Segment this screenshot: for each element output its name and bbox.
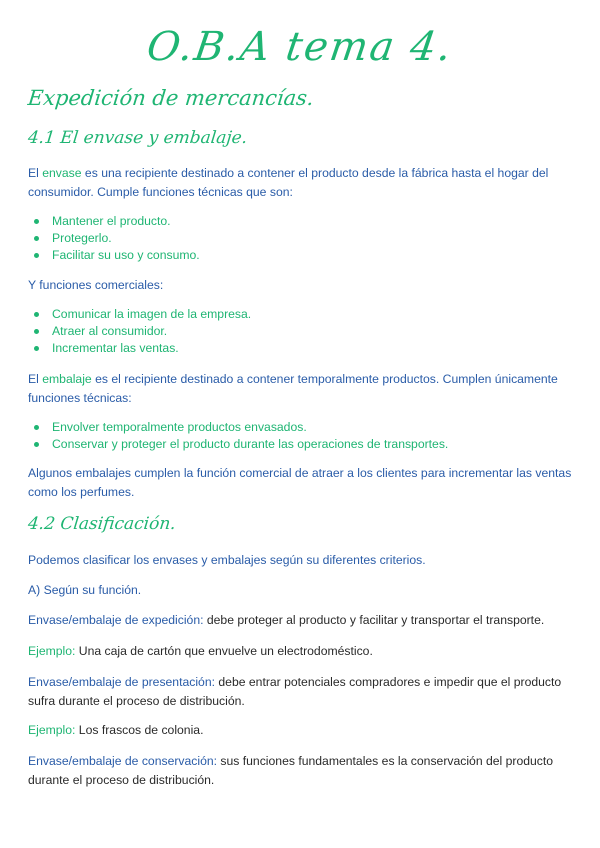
list-item: Mantener el producto. — [34, 213, 200, 230]
paragraph-segun-funcion: A) Según su función. — [28, 583, 142, 597]
paragraph-clasificar: Podemos clasificar los envases y embalajes según su diferentes criterios. — [28, 553, 426, 567]
list-item: Protegerlo. — [34, 230, 200, 247]
page-title: O.B.A tema 4. — [144, 24, 456, 70]
paragraph-presentacion — [28, 673, 576, 710]
text-ejemplo: Los frascos de colonia. — [75, 723, 204, 737]
paragraph-ejemplo-2 — [28, 721, 576, 740]
paragraph-envase-pre: El — [28, 166, 43, 180]
list-funciones-tecnicas — [34, 213, 200, 264]
text-expedicion: debe proteger al producto y facilitar y transportar el transporte. — [203, 613, 545, 627]
paragraph-embalaje — [28, 370, 576, 407]
paragraph-conservacion — [28, 752, 576, 789]
paragraph-funciones-comerciales: Y funciones comerciales: — [28, 278, 164, 292]
term-expedicion: Envase/embalaje de expedición: — [28, 613, 204, 627]
list-funciones-embalaje — [34, 419, 448, 453]
section-heading: Expedición de mercancías. — [26, 86, 315, 110]
list-item: Facilitar su uso y consumo. — [34, 247, 200, 264]
paragraph-embalaje-post: es el recipiente destinado a contener temporalmente productos. Cumplen únicamente funciones técnicas: — [28, 372, 558, 405]
paragraph-envase — [28, 164, 576, 201]
paragraph-envase-post: es una recipiente destinado a contener el producto desde la fábrica hasta el hogar del consumidor. Cumple funciones técnicas que son: — [28, 166, 549, 199]
list-item: Atraer al consumidor. — [34, 323, 251, 340]
term-embalaje: embalaje — [42, 372, 92, 386]
term-envase: envase — [42, 166, 82, 180]
list-item: Comunicar la imagen de la empresa. — [34, 306, 251, 323]
list-item: Conservar y proteger el producto durante las operaciones de transportes. — [34, 436, 448, 453]
list-item: Envolver temporalmente productos envasados. — [34, 419, 448, 436]
list-item: Incrementar las ventas. — [34, 340, 251, 357]
term-conservacion: Envase/embalaje de conservación: — [28, 754, 218, 768]
term-presentacion: Envase/embalaje de presentación: — [28, 675, 215, 689]
text-conservacion: sus funciones fundamentales es la conservación del producto durante el proceso de distribución. — [28, 754, 554, 787]
term-ejemplo: Ejemplo: — [28, 644, 76, 658]
paragraph-ejemplo-1 — [28, 642, 576, 661]
paragraph-perfumes: Algunos embalajes cumplen la función comercial de atraer a los clientes para incrementar las ventas como los perfumes. — [28, 466, 572, 499]
term-ejemplo: Ejemplo: — [28, 723, 76, 737]
text-ejemplo: Una caja de cartón que envuelve un electrodoméstico. — [75, 644, 373, 658]
text-presentacion: debe entrar potenciales compradores e impedir que el producto sufra durante el proceso de distribución. — [28, 675, 562, 708]
list-funciones-comerciales — [34, 306, 251, 357]
paragraph-embalaje-pre: El — [28, 372, 43, 386]
subsection-heading-4-2: 4.2 Clasificación. — [26, 514, 177, 534]
subsection-heading-4-1: 4.1 El envase y embalaje. — [26, 128, 249, 148]
paragraph-expedicion — [28, 611, 576, 630]
